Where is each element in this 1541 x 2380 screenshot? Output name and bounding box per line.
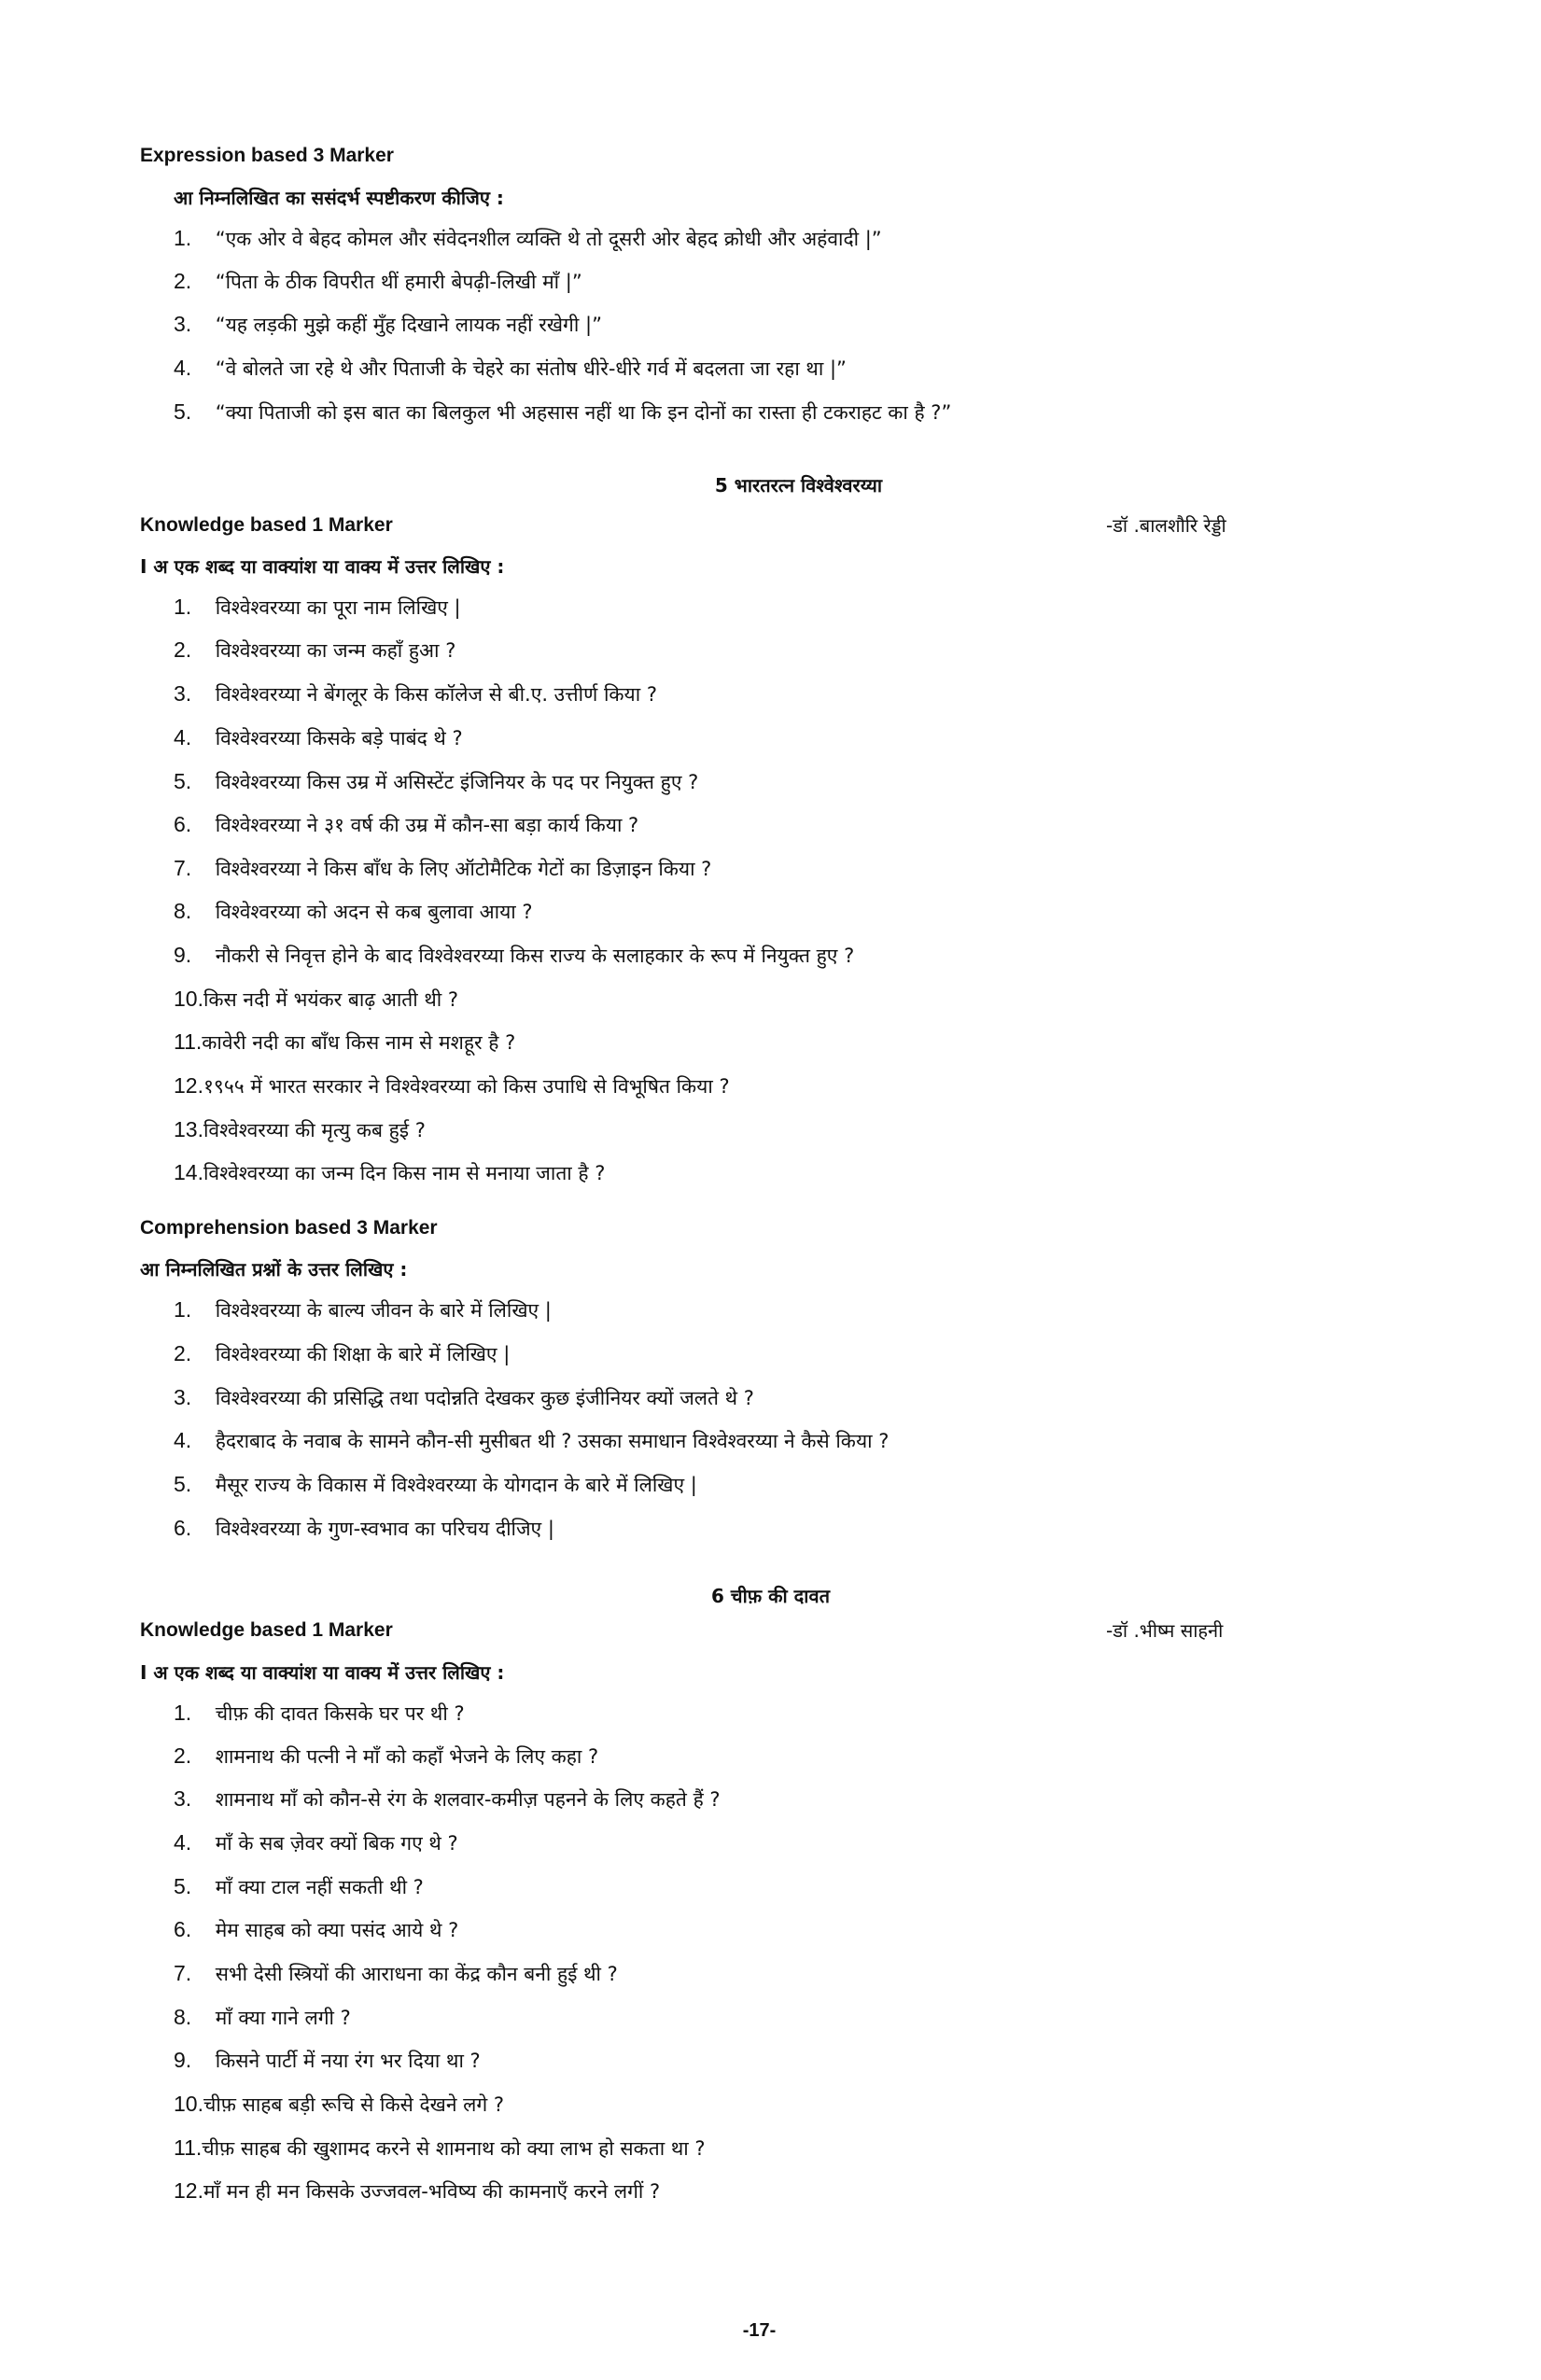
item-number: 6.: [174, 1917, 192, 1941]
item-number: 8.: [174, 899, 192, 923]
question-item: [174, 637, 455, 664]
item-number: 12.: [174, 2178, 203, 2203]
item-text: शामनाथ माँ को कौन-से रंग के शलवार-कमीज़ पहनने के लिए कहते हैं ?: [215, 1788, 721, 1811]
item-text: विश्वेश्वरय्या के गुण-स्वभाव का परिचय दीजिए |: [215, 1518, 554, 1540]
chapter-5-comprehension-instruction: आ निम्नलिखित प्रश्नों के उत्तर लिखिए :: [140, 1258, 408, 1281]
question-item: [174, 1029, 515, 1056]
question-item: [174, 2092, 504, 2118]
question-item: [174, 1117, 426, 1143]
question-item: [174, 1830, 458, 1856]
item-number: 2.: [174, 1743, 192, 1768]
question-item: [174, 812, 638, 838]
chapter-6-knowledge-heading: Knowledge based 1 Marker: [140, 1619, 393, 1641]
item-text: विश्वेश्वरय्या की मृत्यु कब हुई ?: [203, 1119, 426, 1141]
item-number: 4.: [174, 1830, 192, 1855]
question-item: [174, 1160, 605, 1186]
chapter-5-author: -डॉ .बालशौरि रेड्डी: [1106, 514, 1226, 537]
expression-item: [174, 312, 602, 338]
item-number: 7.: [174, 1961, 192, 1985]
item-text: विश्वेश्वरय्या ने बेंगलूर के किस कॉलेज से बी.ए. उत्तीर्ण किया ?: [215, 683, 657, 706]
item-number: 1.: [174, 1297, 192, 1322]
question-item: [174, 681, 657, 707]
question-item: [174, 856, 711, 882]
question-item: [174, 1917, 458, 1943]
item-number: 3.: [174, 1385, 192, 1409]
item-text: माँ के सब ज़ेवर क्यों बिक गए थे ?: [215, 1832, 458, 1855]
item-text: विश्वेश्वरय्या ने ३१ वर्ष की उम्र में कौन-सा बड़ा कार्य किया ?: [215, 814, 639, 836]
item-text: शामनाथ की पत्नी ने माँ को कहाँ भेजने के लिए कहा ?: [215, 1745, 599, 1768]
comprehension-item: [174, 1428, 889, 1454]
comprehension-item: [174, 1516, 554, 1542]
page-number: -17-: [742, 2320, 777, 2341]
item-number: 5.: [174, 399, 192, 424]
item-text: नौकरी से निवृत्त होने के बाद विश्वेश्वरय्या किस राज्य के सलाहकार के रूप में नियुक्त हुए ?: [215, 945, 855, 967]
item-text: चीफ़ साहब बड़ी रूचि से किसे देखने लगे ?: [203, 2093, 505, 2116]
item-text: विश्वेश्वरय्या का जन्म कहाँ हुआ ?: [215, 639, 456, 662]
item-text: विश्वेश्वरय्या के बाल्य जीवन के बारे में लिखिए |: [215, 1299, 552, 1322]
item-text: “क्या पिताजी को इस बात का बिलकुल भी अहसास नहीं था कि इन दोनों का रास्ता ही टकराहट का है ?”: [215, 401, 952, 424]
item-number: 9.: [174, 2048, 192, 2072]
item-number: 10.: [174, 2092, 203, 2116]
item-number: 6.: [174, 812, 192, 836]
question-item: [174, 1743, 598, 1770]
item-number: 11.: [174, 2135, 203, 2160]
item-number: 2.: [174, 269, 192, 293]
item-text: विश्वेश्वरय्या की शिक्षा के बारे में लिखिए |: [215, 1343, 511, 1365]
item-number: 1.: [174, 226, 192, 250]
item-number: 6.: [174, 1516, 192, 1540]
item-number: 14.: [174, 1160, 203, 1184]
item-number: 5.: [174, 1472, 192, 1496]
item-number: 2.: [174, 1341, 192, 1365]
item-number: 3.: [174, 312, 192, 336]
chapter-6-author: -डॉ .भीष्म साहनी: [1106, 1619, 1224, 1642]
item-number: 2.: [174, 637, 192, 662]
item-text: विश्वेश्वरय्या का पूरा नाम लिखिए |: [215, 596, 461, 619]
comprehension-item: [174, 1297, 552, 1323]
comprehension-item: [174, 1472, 697, 1498]
item-text: माँ मन ही मन किसके उज्जवल-भविष्य की कामनाएँ करने लगीं ?: [203, 2180, 661, 2203]
item-text: किसने पार्टी में नया रंग भर दिया था ?: [215, 2050, 481, 2072]
chapter-6-title: 6 चीफ़ की दावत: [711, 1585, 830, 1607]
item-number: 1.: [174, 595, 192, 619]
item-text: “यह लड़की मुझे कहीं मुँह दिखाने लायक नहीं रखेगी |”: [215, 314, 602, 336]
item-text: माँ क्या टाल नहीं सकती थी ?: [215, 1876, 424, 1898]
chapter-5-title: 5 भारतरत्न विश्वेश्वरय्या: [714, 474, 883, 497]
item-number: 7.: [174, 856, 192, 880]
question-item: [174, 1701, 465, 1727]
item-number: 10.: [174, 987, 203, 1011]
question-item: [174, 2005, 351, 2031]
expression-heading: Expression based 3 Marker: [140, 145, 394, 166]
item-text: हैदराबाद के नवाब के सामने कौन-सी मुसीबत थी ? उसका समाधान विश्वेश्वरय्या ने कैसे किया ?: [215, 1430, 890, 1452]
question-item: [174, 1786, 721, 1813]
item-text: “पिता के ठीक विपरीत थीं हमारी बेपढ़ी-लिखी माँ |”: [215, 271, 582, 293]
question-item: [174, 943, 854, 969]
item-text: १९५५ में भारत सरकार ने विश्वेश्वरय्या को किस उपाधि से विभूषित किया ?: [203, 1075, 730, 1098]
item-number: 1.: [174, 1701, 192, 1725]
question-item: [174, 2135, 706, 2162]
item-number: 3.: [174, 1786, 192, 1811]
question-item: [174, 769, 698, 795]
question-item: [174, 595, 461, 621]
item-text: विश्वेश्वरय्या ने किस बाँध के लिए ऑटोमैटिक गेटों का डिज़ाइन किया ?: [215, 858, 712, 880]
item-number: 4.: [174, 725, 192, 749]
item-text: विश्वेश्वरय्या को अदन से कब बुलावा आया ?: [215, 901, 533, 923]
item-text: चीफ़ साहब की खुशामद करने से शामनाथ को क्या लाभ हो सकता था ?: [202, 2137, 706, 2160]
expression-item: [174, 356, 847, 382]
question-item: [174, 987, 458, 1013]
item-number: 4.: [174, 356, 192, 380]
chapter-6-instruction: I अ एक शब्द या वाक्यांश या वाक्य में उत्तर लिखिए :: [140, 1661, 505, 1684]
item-number: 12.: [174, 1073, 203, 1098]
item-number: 3.: [174, 681, 192, 706]
question-item: [174, 1073, 730, 1099]
item-text: “वे बोलते जा रहे थे और पिताजी के चेहरे का संतोष धीरे-धीरे गर्व में बदलता जा रहा था |”: [215, 357, 847, 380]
item-number: 4.: [174, 1428, 192, 1452]
expression-item: [174, 226, 882, 252]
item-text: विश्वेश्वरय्या किस उम्र में असिस्टेंट इंजिनियर के पद पर नियुक्त हुए ?: [215, 771, 699, 793]
item-number: 5.: [174, 769, 192, 793]
item-text: मेम साहब को क्या पसंद आये थे ?: [215, 1919, 459, 1941]
item-text: विश्वेश्वरय्या का जन्म दिन किस नाम से मनाया जाता है ?: [203, 1162, 606, 1184]
chapter-5-comprehension-heading: Comprehension based 3 Marker: [140, 1217, 438, 1239]
comprehension-item: [174, 1385, 754, 1411]
item-number: 5.: [174, 1874, 192, 1898]
item-number: 13.: [174, 1117, 203, 1141]
question-item: [174, 2048, 481, 2074]
comprehension-item: [174, 1341, 510, 1367]
question-item: [174, 1874, 424, 1900]
expression-instruction: आ निम्नलिखित का ससंदर्भ स्पष्टीकरण कीजिए :: [174, 187, 504, 209]
item-text: “एक ओर वे बेहद कोमल और संवेदनशील व्यक्ति थे तो दूसरी ओर बेहद क्रोधी और अहंवादी |”: [215, 228, 882, 250]
item-text: विश्वेश्वरय्या की प्रसिद्धि तथा पदोन्नति देखकर कुछ इंजीनियर क्यों जलते थे ?: [215, 1387, 754, 1409]
question-item: [174, 2178, 660, 2205]
item-text: किस नदी में भयंकर बाढ़ आती थी ?: [203, 988, 459, 1011]
chapter-5-instruction: I अ एक शब्द या वाक्यांश या वाक्य में उत्तर लिखिए :: [140, 555, 505, 578]
question-item: [174, 899, 533, 925]
item-text: चीफ़ की दावत किसके घर पर थी ?: [215, 1702, 465, 1725]
item-text: माँ क्या गाने लगी ?: [215, 2007, 351, 2029]
item-text: सभी देसी स्त्रियों की आराधना का केंद्र कौन बनी हुई थी ?: [215, 1963, 618, 1985]
item-text: विश्वेश्वरय्या किसके बड़े पाबंद थे ?: [215, 727, 463, 749]
item-number: 11.: [174, 1029, 203, 1054]
expression-item: [174, 269, 582, 295]
question-item: [174, 725, 463, 751]
item-number: 8.: [174, 2005, 192, 2029]
item-number: 9.: [174, 943, 192, 967]
question-item: [174, 1961, 618, 1987]
item-text: मैसूर राज्य के विकास में विश्वेश्वरय्या के योगदान के बारे में लिखिए |: [215, 1474, 697, 1496]
expression-item: [174, 399, 951, 426]
chapter-5-knowledge-heading: Knowledge based 1 Marker: [140, 514, 393, 536]
item-text: कावेरी नदी का बाँध किस नाम से मशहूर है ?: [202, 1031, 516, 1054]
